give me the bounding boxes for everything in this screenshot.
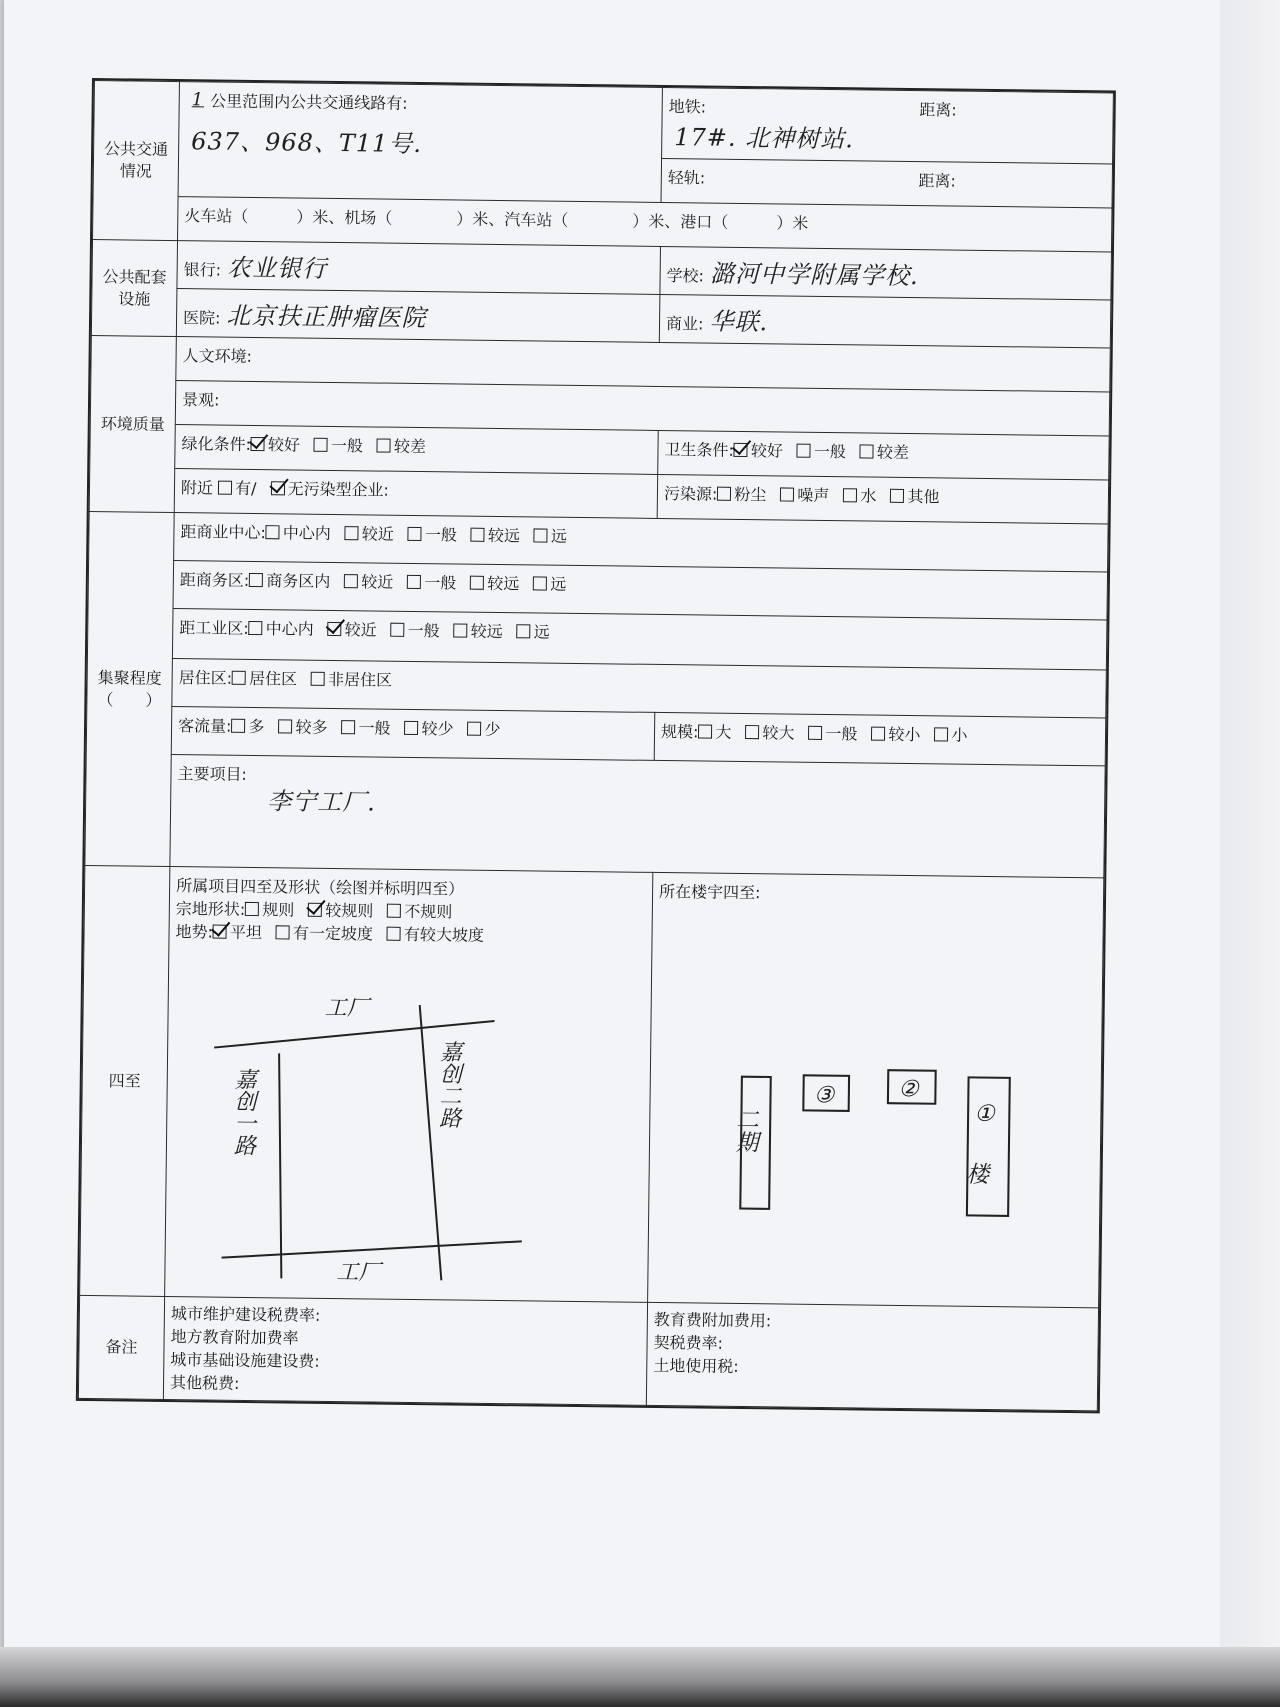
traffic-option-label: 一般 — [358, 718, 391, 738]
remark-local-education-surcharge: 地方教育附加费率 — [170, 1327, 299, 1348]
commercial-distance-checkbox[interactable] — [534, 528, 548, 542]
traffic-option-label: 较多 — [295, 717, 328, 737]
business-distance-checkbox[interactable] — [470, 576, 484, 590]
main-projects-cell — [170, 755, 1105, 878]
lightrail-distance-label: 距离: — [918, 171, 956, 191]
terrain-checkbox[interactable] — [387, 927, 401, 941]
nearby-enterprise-option-label: 无污染型企业: — [287, 479, 390, 500]
industrial-distance-option-label: 远 — [533, 622, 550, 642]
commercial-distance-option-label: 一般 — [424, 525, 458, 545]
greening-checkbox[interactable] — [251, 437, 265, 451]
terrain-checkbox[interactable] — [276, 925, 290, 939]
sanitation-option-label: 较差 — [876, 442, 910, 463]
industrial-distance-option[interactable] — [249, 619, 314, 639]
traffic-option[interactable] — [231, 717, 264, 736]
scale-option-label: 较大 — [762, 723, 795, 743]
terrain-option-label: 有较大坡度 — [403, 924, 485, 945]
scale-option[interactable] — [934, 725, 967, 744]
traffic-option[interactable] — [467, 720, 500, 739]
school-cell — [660, 246, 1112, 300]
bank-label: 银行: — [183, 260, 222, 280]
business-district-cell: 距商务区: 商务区内 较近 一般 较远 远 — [173, 561, 1108, 620]
building-boundary-cell — [648, 872, 1104, 1307]
pollution-cell: 污染源: 粉尘 噪声 水 其他 — [657, 474, 1109, 524]
pollution-option[interactable] — [843, 486, 876, 505]
commercial-distance-checkbox[interactable] — [345, 526, 359, 540]
land-shape-option-label: 不规则 — [404, 901, 453, 922]
traffic-cell: 客流量: 多 较多 一般 较少 少 — [171, 707, 655, 761]
traffic-option[interactable] — [278, 717, 327, 737]
scale-option[interactable] — [698, 722, 731, 741]
business-distance-checkbox[interactable] — [407, 575, 421, 589]
land-shape-option[interactable] — [245, 900, 294, 920]
industrial-distance-option[interactable] — [517, 622, 550, 641]
greening-cell: 绿化条件: 较好 一般 较差 — [175, 425, 659, 475]
sanitation-cell: 卫生条件: 较好 一般 较差 — [658, 430, 1110, 480]
business-distance-option[interactable] — [344, 572, 393, 592]
project-boundary-cell: 所属项目四至及形状（绘图并标明四至） 宗地形状: 规则 较规则 不规则 地势: 平坦 有一定坡度 有较大坡度 工厂 工厂 嘉创一路 嘉创二路 — [165, 867, 653, 1303]
commercial-distance-checkbox[interactable] — [408, 527, 422, 541]
greening-option[interactable] — [377, 437, 426, 457]
scale-cell: 规模: 大 较大 一般 较小 小 — [654, 712, 1106, 766]
nearby-enterprise-option[interactable] — [270, 479, 389, 499]
sanitation-checkbox[interactable] — [860, 444, 874, 458]
facilities-section-label: 公共配套 设施 — [91, 240, 177, 337]
school-label: 学校: — [666, 266, 705, 286]
residential-checkbox[interactable] — [311, 672, 325, 686]
sanitation-option[interactable] — [734, 441, 783, 461]
humanities-cell: 人文环境: — [176, 337, 1110, 392]
scale-option-label: 一般 — [825, 724, 858, 744]
nearby-enterprise-option-label: 有/ — [234, 478, 257, 499]
traffic-checkbox[interactable] — [467, 722, 481, 736]
commercial-distance-option-label: 较近 — [361, 524, 395, 544]
hospital-cell — [176, 289, 660, 343]
stations-text: 火车站（ ）米、机场（ ）米、汽车站（ ）米、港口（ ）米 — [184, 206, 809, 233]
greening-option[interactable] — [314, 436, 363, 456]
hospital-label: 医院: — [182, 308, 221, 328]
nearby-enterprise-checkbox[interactable] — [270, 481, 284, 495]
traffic-option[interactable] — [404, 719, 453, 739]
sketch-west-road: 嘉创一路 — [230, 1067, 257, 1157]
land-shape-checkbox[interactable] — [245, 902, 259, 916]
environment-section-label: 环境质量 — [89, 336, 176, 513]
sketch-south-label: 工厂 — [336, 1260, 381, 1286]
sketch-north-label: 工厂 — [324, 995, 369, 1022]
business-distance-option-label: 远 — [550, 574, 567, 594]
industrial-distance-checkbox[interactable] — [391, 623, 405, 637]
scale-option-label: 较小 — [888, 724, 921, 745]
pollution-option-label: 其他 — [907, 486, 940, 507]
residential-option-label: 非居住区 — [327, 669, 393, 690]
industrial-distance-option-label: 较近 — [344, 620, 377, 640]
industrial-distance-option-label: 中心内 — [265, 619, 314, 639]
industrial-distance-option[interactable] — [391, 621, 440, 641]
pollution-checkbox[interactable] — [780, 487, 794, 501]
business-distance-option[interactable] — [249, 571, 330, 591]
nearby-enterprise-option[interactable] — [218, 479, 257, 498]
pollution-option[interactable] — [717, 485, 766, 505]
greening-option-label: 较差 — [393, 436, 427, 457]
business-distance-option-label: 商务区内 — [266, 571, 331, 591]
bank-cell — [177, 241, 661, 295]
land-shape-checkbox[interactable] — [387, 904, 401, 918]
boundaries-section-label: 四至 — [80, 865, 170, 1296]
residential-option-label: 居住区 — [248, 668, 298, 689]
metro-value: 17#. 北神树站. — [674, 123, 855, 154]
agglomeration-section-label: 集聚程度 （ ） — [85, 511, 174, 866]
remarks-right-cell — [646, 1302, 1098, 1411]
commercial-distance-option-label: 中心内 — [282, 523, 331, 543]
traffic-option-label: 多 — [248, 716, 265, 737]
traffic-checkbox[interactable] — [278, 719, 292, 733]
building-1-label: ① — [974, 1100, 995, 1127]
building-1-suffix: 楼 — [962, 1161, 989, 1185]
land-shape-option[interactable] — [387, 902, 452, 922]
terrain-option-label: 平坦 — [229, 922, 263, 943]
business-distance-checkbox[interactable] — [249, 573, 263, 587]
remarks-left-cell — [163, 1296, 647, 1405]
traffic-checkbox[interactable] — [231, 719, 245, 733]
business-distance-checkbox[interactable] — [533, 576, 547, 590]
pollution-option-label: 噪声 — [797, 485, 830, 506]
traffic-checkbox[interactable] — [341, 720, 355, 734]
sanitation-option-label: 较好 — [750, 441, 784, 461]
scale-option[interactable] — [871, 725, 920, 745]
projects-value: 李宁工厂. — [267, 787, 376, 817]
commercial-distance-option[interactable] — [471, 526, 520, 546]
land-shape-checkbox[interactable] — [308, 903, 322, 917]
projects-label: 主要项目: — [177, 764, 248, 784]
scale-option-label: 大 — [715, 722, 732, 742]
background-paper-edge — [1220, 0, 1280, 1707]
project-boundary-sketch — [171, 942, 645, 1288]
scale-option-label: 小 — [951, 725, 968, 745]
terrain-option[interactable] — [387, 925, 484, 945]
nearby-cell: 附近 有/ 无污染型企业: — [174, 469, 658, 519]
remark-education-surcharge: 教育费附加费用: — [653, 1309, 772, 1331]
scale-checkbox[interactable] — [745, 725, 759, 739]
remark-urban-maintenance-tax: 城市维护建设税费率: — [170, 1304, 321, 1325]
sanitation-option-label: 一般 — [813, 441, 847, 462]
industrial-distance-checkbox[interactable] — [249, 621, 263, 635]
scale-option[interactable] — [808, 724, 857, 744]
industrial-distance-checkbox[interactable] — [454, 623, 468, 637]
commerce-value: 华联. — [709, 307, 769, 337]
bus-lines-value: 637、968、T11号. — [191, 127, 423, 159]
residential-option[interactable] — [311, 670, 392, 690]
traffic-option-label: 少 — [484, 719, 501, 740]
business-distance-option-label: 较近 — [361, 572, 394, 592]
greening-option-label: 一般 — [330, 435, 364, 456]
remark-infrastructure-fee: 城市基础设施建设费: — [170, 1350, 320, 1371]
sketch-east-road: 嘉创二路 — [435, 1040, 462, 1129]
traffic-checkbox[interactable] — [404, 721, 418, 735]
pollution-checkbox[interactable] — [717, 487, 731, 501]
commercial-distance-checkbox[interactable] — [266, 525, 280, 539]
industrial-distance-option-label: 一般 — [407, 620, 440, 641]
pollution-checkbox[interactable] — [890, 489, 904, 503]
industrial-distance-checkbox[interactable] — [517, 624, 531, 638]
traffic-option[interactable] — [341, 718, 390, 738]
building-boundary-sketch — [654, 952, 1096, 1297]
sanitation-option[interactable] — [797, 442, 846, 462]
building-3-label: ③ — [813, 1082, 835, 1109]
terrain-checkbox[interactable] — [213, 925, 227, 939]
pollution-option-label: 水 — [860, 486, 877, 506]
residential-cell: 居住区: 居住区 非居住区 — [172, 659, 1107, 718]
lightrail-cell — [661, 158, 1113, 208]
sanitation-checkbox[interactable] — [797, 444, 811, 458]
remark-land-use-tax: 土地使用税: — [653, 1355, 739, 1376]
industrial-zone-cell: 距工业区: 中心内 较近 一般 较远 远 — [172, 609, 1107, 670]
commercial-distance-option[interactable] — [345, 524, 394, 544]
bus-lines-cell — [178, 82, 662, 203]
land-shape-option[interactable] — [308, 901, 373, 921]
building-2-label: ② — [898, 1076, 919, 1103]
bank-value: 农业银行 — [226, 253, 328, 283]
industrial-distance-option[interactable] — [328, 620, 377, 640]
commerce-label: 商业: — [665, 314, 704, 334]
business-distance-option[interactable] — [470, 574, 519, 594]
landscape-cell: 景观: — [175, 381, 1109, 436]
remarks-section-label: 备注 — [78, 1295, 164, 1399]
terrain-option[interactable] — [276, 923, 373, 943]
commercial-center-cell: 距商业中心: 中心内 较近 一般 较远 远 — [174, 513, 1109, 572]
commercial-distance-checkbox[interactable] — [471, 528, 485, 542]
scale-checkbox[interactable] — [808, 726, 822, 740]
school-value: 潞河中学附属学校. — [709, 259, 919, 291]
commercial-distance-option[interactable] — [266, 523, 331, 543]
industrial-distance-option-label: 较远 — [470, 621, 503, 642]
commercial-distance-option[interactable] — [408, 525, 457, 545]
metro-label: 地铁: — [668, 97, 707, 117]
pollution-option-label: 粉尘 — [734, 484, 767, 505]
business-distance-option[interactable] — [533, 574, 566, 593]
commercial-distance-option[interactable] — [534, 526, 567, 545]
residential-option[interactable] — [232, 669, 297, 689]
commercial-distance-option-label: 较远 — [487, 525, 521, 546]
scale-checkbox[interactable] — [698, 724, 712, 738]
metro-distance-label: 距离: — [919, 100, 957, 120]
sanitation-checkbox[interactable] — [734, 443, 748, 457]
greening-checkbox[interactable] — [377, 439, 391, 453]
transport-section-label: 公共交通 情况 — [93, 81, 180, 241]
greening-option-label: 较好 — [267, 435, 301, 455]
traffic-option-label: 较少 — [421, 719, 454, 739]
project-boundary-title: 所属项目四至及形状（绘图并标明四至） — [176, 876, 465, 899]
land-shape-option-label: 规则 — [262, 900, 295, 920]
nearby-enterprise-checkbox[interactable] — [218, 481, 232, 495]
business-distance-option-label: 一般 — [424, 573, 457, 593]
pollution-option[interactable] — [890, 487, 939, 507]
survey-form — [76, 78, 1116, 1413]
scale-checkbox[interactable] — [934, 727, 948, 741]
industrial-distance-option[interactable] — [454, 621, 503, 641]
industrial-distance-checkbox[interactable] — [328, 622, 342, 636]
phase2-label: 二期 — [732, 1107, 759, 1154]
commercial-distance-option-label: 远 — [550, 526, 568, 546]
greening-checkbox[interactable] — [314, 438, 328, 452]
terrain-option-label: 有一定坡度 — [292, 923, 374, 944]
business-distance-option-label: 较远 — [487, 573, 520, 594]
bus-lines-label: 公里范围内公共交通线路有: — [210, 91, 408, 113]
residential-checkbox[interactable] — [232, 671, 246, 685]
sanitation-option[interactable] — [860, 442, 909, 462]
scale-option[interactable] — [745, 723, 794, 743]
greening-option[interactable] — [251, 435, 300, 455]
building-boundary-title: 所在楼宇四至: — [658, 881, 761, 903]
scale-checkbox[interactable] — [871, 727, 885, 741]
land-shape-option-label: 较规则 — [325, 900, 374, 921]
remark-deed-tax: 契税费率: — [653, 1332, 724, 1353]
metro-cell — [662, 87, 1114, 164]
bus-radius-value: 1 — [191, 89, 205, 111]
hospital-value: 北京扶正肿瘤医院 — [226, 301, 427, 333]
commerce-cell — [659, 294, 1111, 348]
remark-other-taxes: 其他税费: — [169, 1373, 240, 1393]
business-distance-checkbox[interactable] — [344, 574, 358, 588]
pollution-checkbox[interactable] — [843, 488, 857, 502]
business-distance-option[interactable] — [407, 573, 456, 593]
desk-background — [0, 1647, 1280, 1707]
pollution-option[interactable] — [780, 485, 829, 505]
terrain-option[interactable] — [213, 923, 262, 943]
lightrail-label: 轻轨: — [667, 168, 706, 188]
